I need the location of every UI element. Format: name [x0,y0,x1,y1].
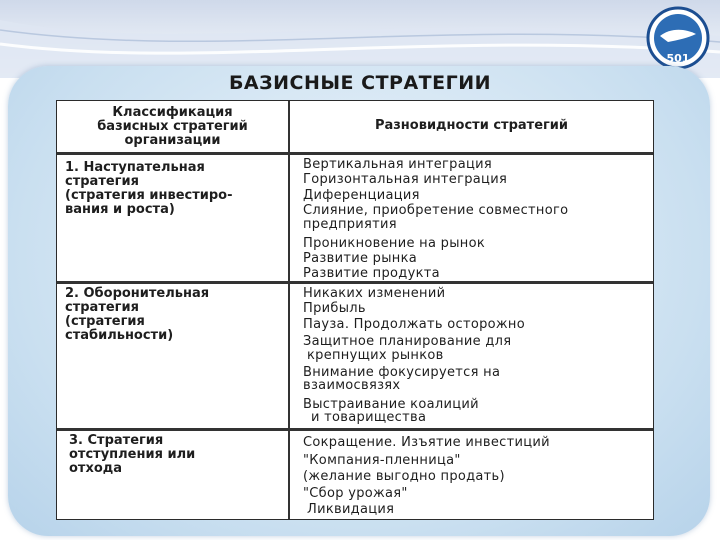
strategy-item: Внимание фокусируется на [303,364,501,380]
strategy-item: Развитие продукта [303,266,440,282]
category-line: стратегия [65,174,139,189]
strategy-item: Диференциация [303,187,420,203]
header-line: Классификация [112,105,233,120]
category-line: 1. Наступательная [65,160,205,175]
category-retreat [69,434,195,476]
strategy-item: крепнущих рынков [307,347,444,363]
strategy-item: Пауза. Продолжать осторожно [303,316,525,332]
strategy-item: Развитие рынка [303,251,418,267]
category-line: (стратегия инвестиро- [65,188,233,203]
strategy-item: и товарищества [311,410,427,426]
page-title: БАЗИСНЫЕ СТРАТЕГИИ [228,72,492,94]
strategy-item: Никаких изменений [303,286,446,301]
strategy-item: Горизонтальная интеграция [303,172,508,188]
strategy-item: предприятия [303,216,397,232]
strategy-item: Слияние, приобретение совместного [303,203,569,219]
category-defensive [65,287,209,343]
header-varieties: Разновидности стратегий [374,118,569,133]
category-line: отхода [69,461,123,476]
header-classification [57,106,288,148]
strategy-list-defensive [303,286,525,424]
strategies-table [56,100,654,520]
strategy-list-retreat [303,435,550,517]
strategy-item: Защитное планирование для [303,334,512,350]
strategy-item: Вертикальная интеграция [303,157,492,172]
logo-number: 501 [666,52,690,65]
column-divider [288,101,290,519]
category-line: 3. Стратегия [69,433,164,448]
category-offensive [65,161,233,217]
category-line: стабильности) [65,328,174,343]
header-line: организации [124,133,221,148]
strategy-item: Сокращение. Изъятие инвестиций [303,435,550,450]
strategy-list-offensive [303,157,568,282]
organization-logo [634,6,712,70]
header-line: базисных стратегий [97,119,248,134]
category-line: (стратегия [65,314,145,329]
strategy-item: Прибыль [303,301,366,317]
category-line: вания и роста) [65,202,175,217]
row-divider [57,152,653,155]
category-line: отступления или [69,447,196,462]
category-line: стратегия [65,300,139,315]
strategy-item: "Сбор урожая" [303,486,408,502]
strategy-item: Ликвидация [307,501,395,517]
strategy-item: Выстраивание коалиций [303,397,479,413]
row-divider [57,428,653,431]
strategy-item: взаимосвязях [303,378,401,394]
strategy-item: (желание выгодно продать) [303,468,505,484]
strategy-item: "Компания-пленница" [303,453,461,469]
strategy-item: Проникновение на рынок [303,235,485,251]
category-line: 2. Оборонительная [65,286,210,301]
